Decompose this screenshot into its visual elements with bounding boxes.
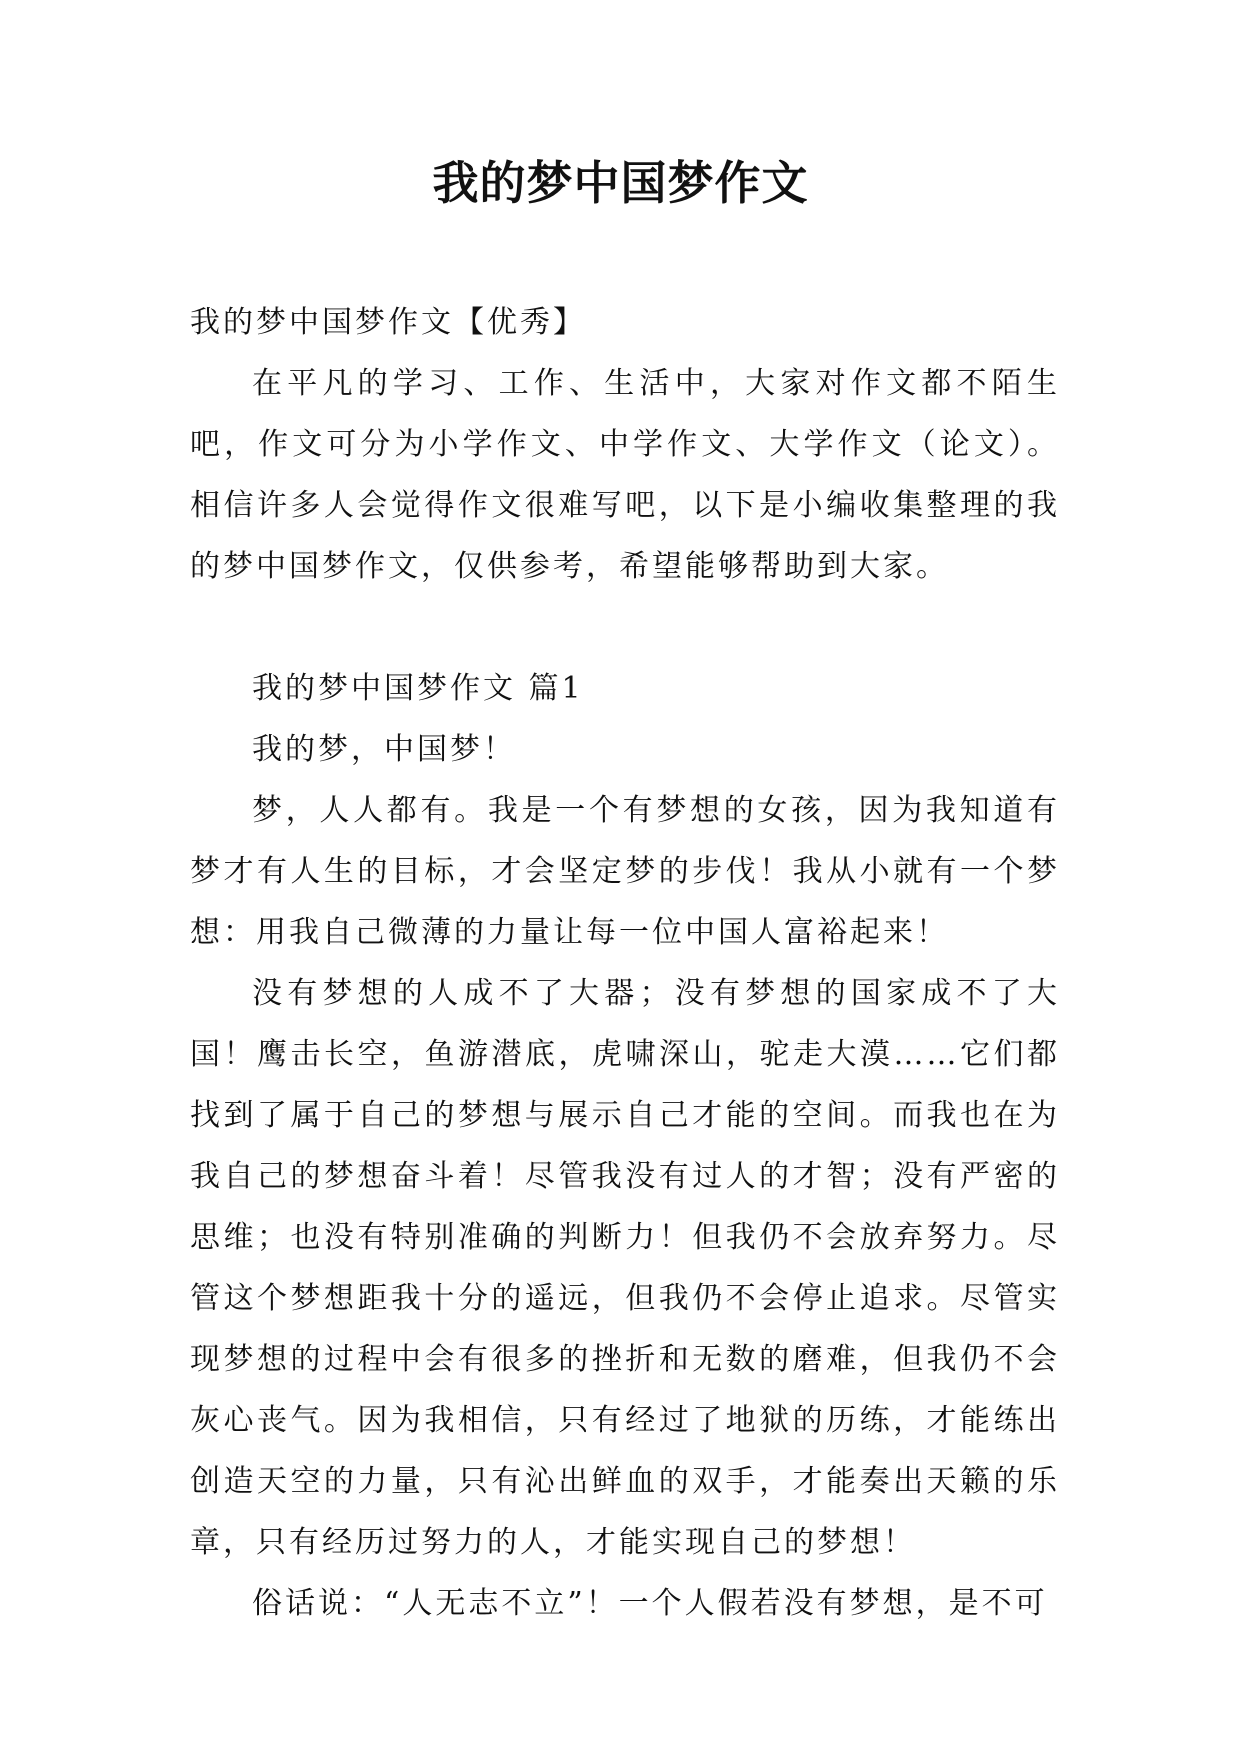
body-paragraph: 俗话说：“人无志不立”！一个人假若没有梦想，是不可 (252, 1586, 1048, 1621)
section-heading: 我的梦中国梦作文 篇1 (252, 671, 584, 706)
document-title: 我的梦中国梦作文 (432, 156, 809, 210)
body-paragraph: 没有梦想的人成不了大器；没有梦想的国家成不了大国！鹰击长空，鱼游潜底，虎啸深山，驼走大漠……它们都找到了属于自己的梦想与展示自己才能的空间。而我也在为我自己的梦想奋斗着！尽管我没有过人的才智；没有严密的思维；也没有特别准确的判断力！但我仍不会放弃努力。尽管这个梦想距我十分的遥远，但我仍不会停止追求。尽管实现梦想的过程中会有很多的挫折和无数的磨难，但我仍不会灰心丧气。因为我相信，只有经过了地狱的历练，才能练出创造天空的力量，只有沁出鲜血的双手，才能奏出天籁的乐章，只有经历过努力的人，才能实现自己的梦想！ (190, 976, 1060, 1560)
paragraph-spacer (190, 597, 1060, 658)
essay-title-line: 我的梦，中国梦！ (252, 732, 516, 767)
document-body (190, 292, 1060, 1634)
intro-paragraph: 在平凡的学习、工作、生活中，大家对作文都不陌生吧，作文可分为小学作文、中学作文、大学作文（论文）。相信许多人会觉得作文很难写吧，以下是小编收集整理的我的梦中国梦作文，仅供参考，希望能够帮助到大家。 (190, 366, 1060, 584)
document-subtitle: 我的梦中国梦作文【优秀】 (190, 305, 586, 340)
body-paragraph: 梦，人人都有。我是一个有梦想的女孩，因为我知道有梦才有人生的目标，才会坚定梦的步伐！我从小就有一个梦想：用我自己微薄的力量让每一位中国人富裕起来！ (190, 793, 1060, 950)
